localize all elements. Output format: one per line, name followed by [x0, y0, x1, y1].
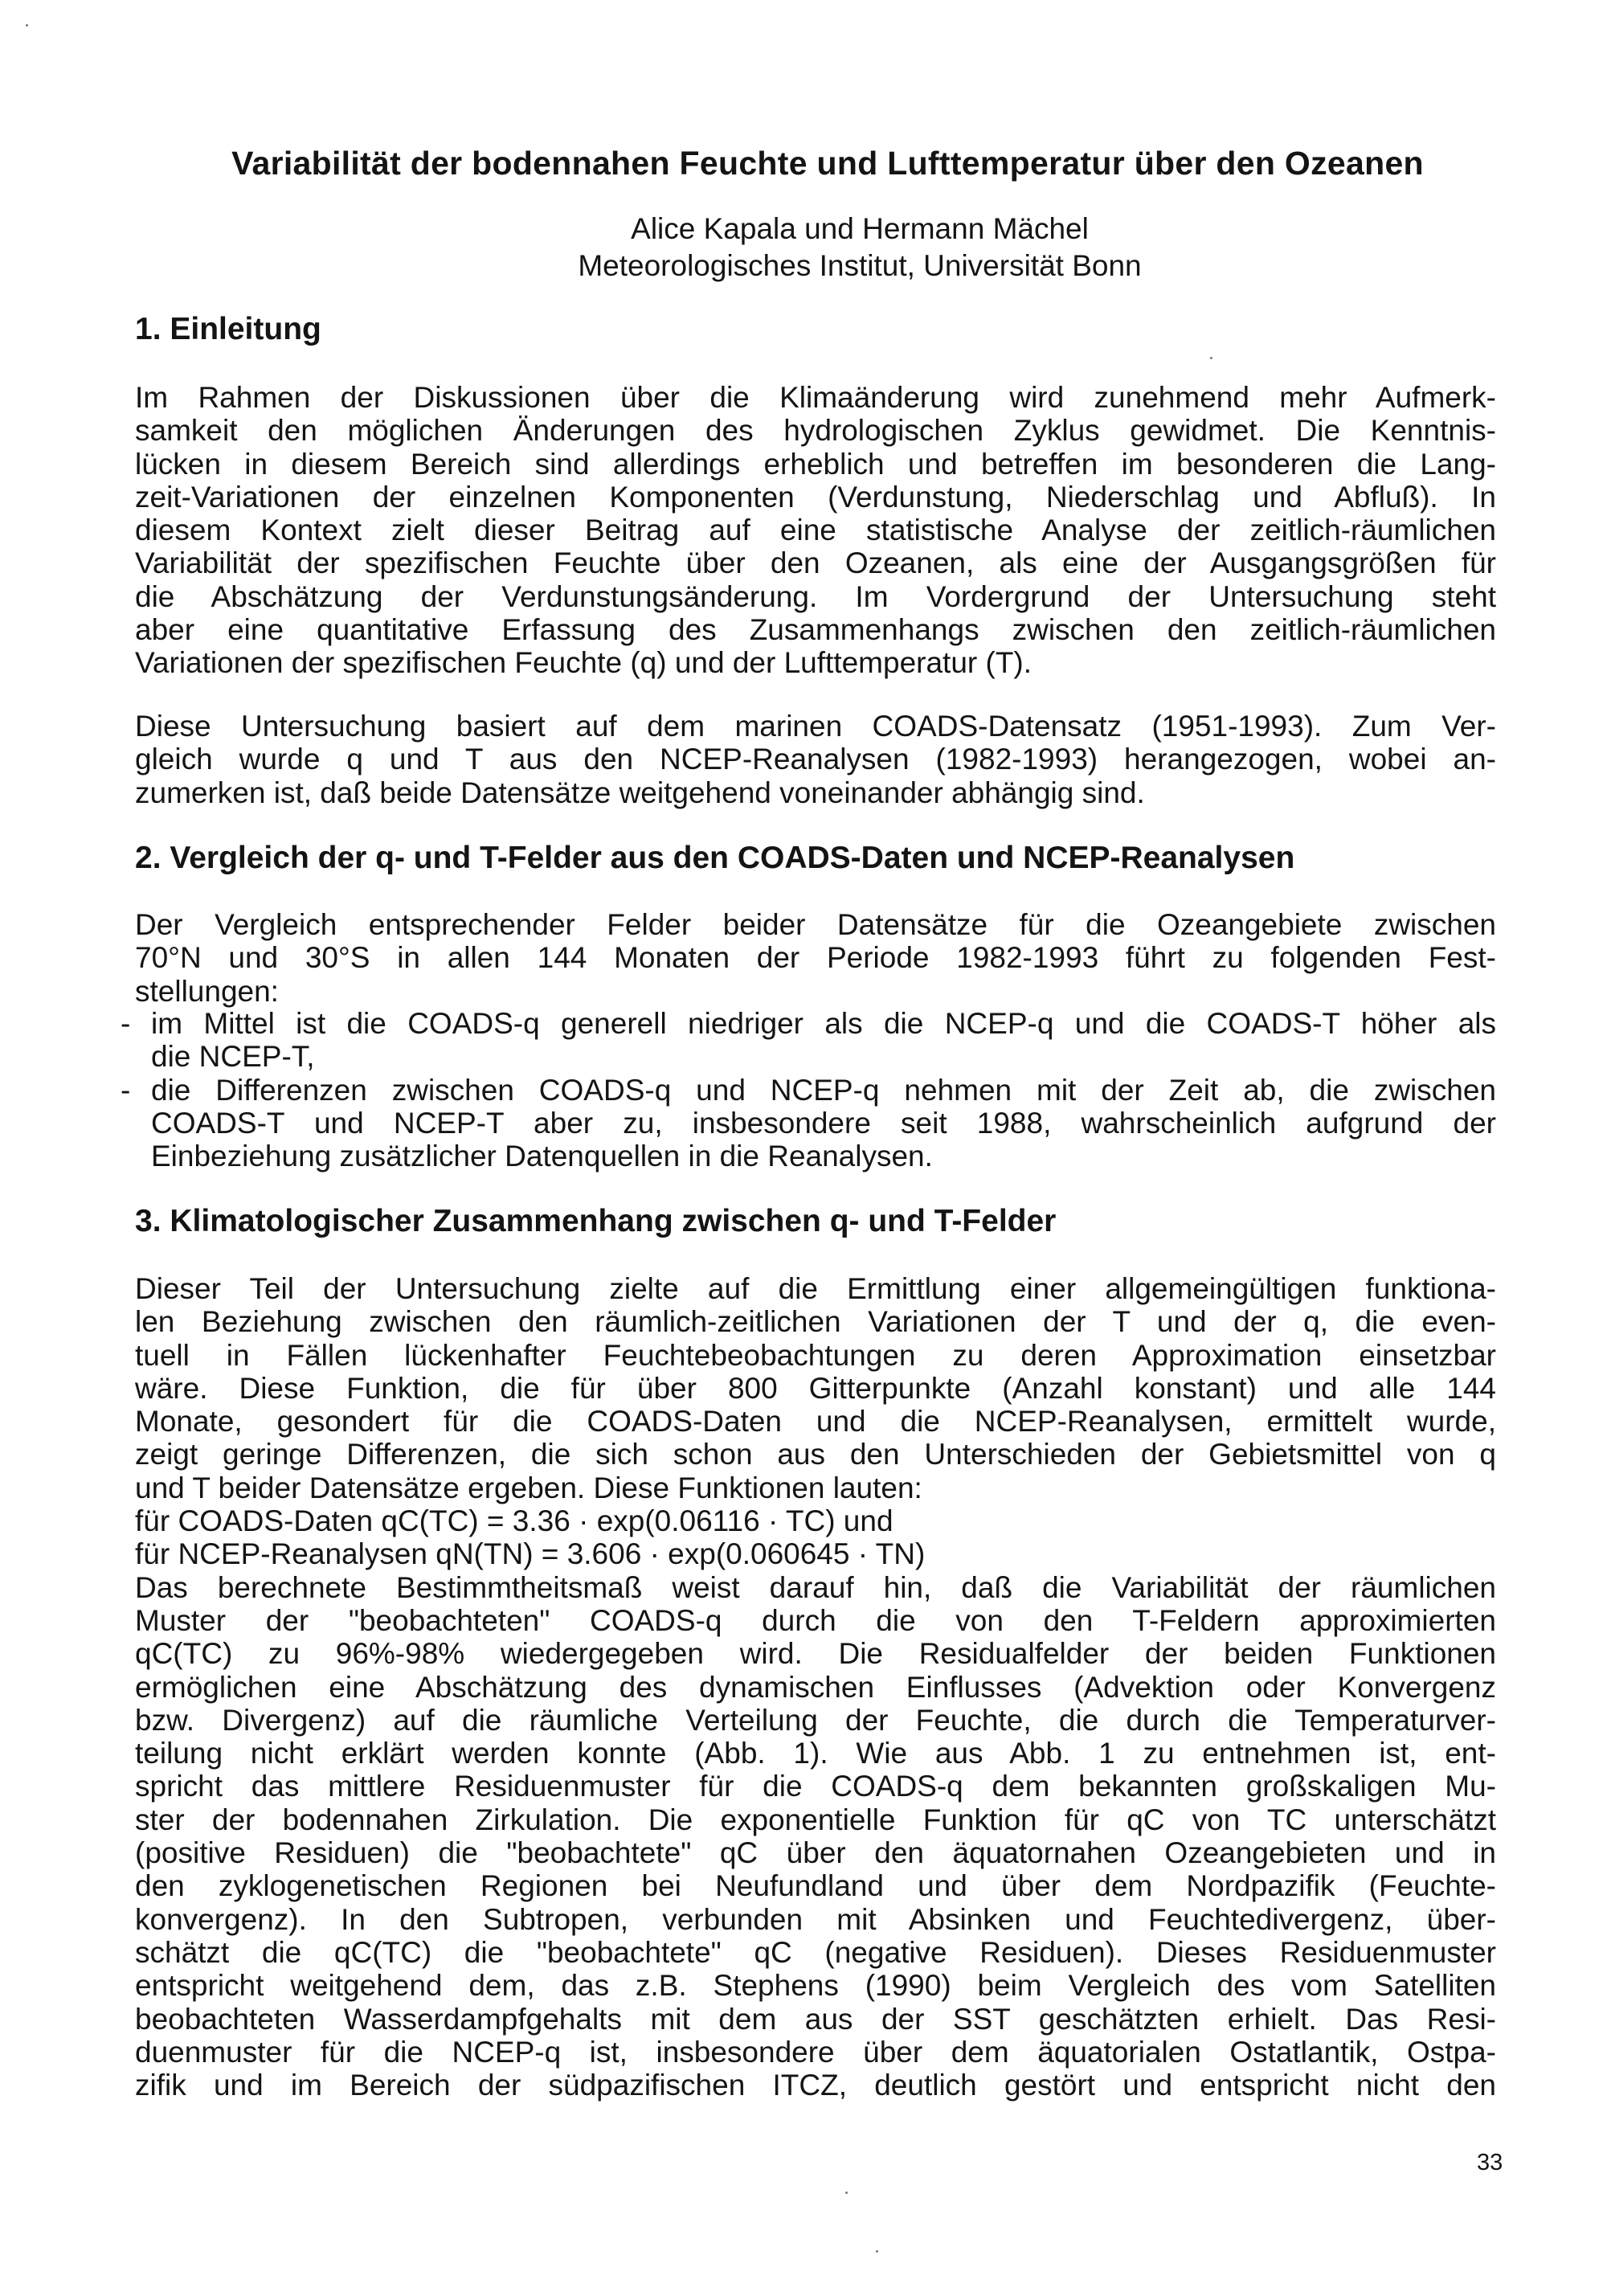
- text-line: tuell in Fällen lückenhafter Feuchtebeobachtungen zu deren Approximation einsetzbar: [135, 1338, 1496, 1372]
- text-line: Einbeziehung zusätzlicher Datenquellen in die Reanalysen.: [151, 1140, 933, 1173]
- paper-title: Variabilität der bodennahen Feuchte und Lufttemperatur über den Ozeanen: [231, 145, 1424, 182]
- text-line: bzw. Divergenz) auf die räumliche Verteilung der Feuchte, die durch die Temperaturver-: [135, 1703, 1496, 1737]
- text-line: entspricht weitgehend dem, das z.B. Stephens (1990) beim Vergleich des vom Satelliten: [135, 1969, 1496, 2003]
- author-affiliation: Meteorologisches Institut, Universität Bonn: [578, 249, 1142, 282]
- section-1-paragraph-1: [135, 381, 1496, 680]
- text-line: schätzt die qC(TC) die "beobachtete" qC (negative Residuen). Dieses Residuenmuster: [135, 1935, 1496, 1969]
- text-line: 70°N und 30°S in allen 144 Monaten der Periode 1982-1993 führt zu folgenden Fest-: [135, 941, 1496, 975]
- page-number: 33: [1477, 2150, 1503, 2175]
- text-line: Variabilität der spezifischen Feuchte über den Ozeanen, als eine der Ausgangsgrößen für: [135, 546, 1496, 580]
- text-line: den zyklogenetischen Regionen bei Neufundland und über dem Nordpazifik (Feuchte-: [135, 1869, 1496, 1903]
- text-line: im Mittel ist die COADS-q generell niedriger als die NCEP-q und die COADS-T höher als: [151, 1007, 1496, 1040]
- text-line: samkeit den möglichen Änderungen des hydrologischen Zyklus gewidmet. Die Kenntnis-: [135, 414, 1496, 448]
- bullet-dash: -: [121, 1073, 131, 1107]
- text-line: ermöglichen eine Abschätzung des dynamischen Einflusses (Advektion oder Konvergenz: [135, 1670, 1496, 1704]
- text-line: lücken in diesem Bereich sind allerdings erheblich und betreffen im besonderen die Lang-: [135, 447, 1496, 481]
- text-line: stellungen:: [135, 974, 279, 1008]
- author-names: Alice Kapala und Hermann Mächel: [631, 212, 1089, 245]
- text-line: qC(TC) zu 96%-98% wiedergegeben wird. Die Residualfelder der beiden Funktionen: [135, 1637, 1496, 1671]
- list-item: [121, 1074, 1496, 1173]
- section-2-bullet-list: [121, 1007, 1496, 1173]
- section-3-paragraph-1: [135, 1272, 1496, 2102]
- scan-speck: [26, 24, 28, 27]
- bullet-dash: -: [121, 1007, 131, 1040]
- scan-speck: [1210, 357, 1212, 359]
- text-line: die NCEP-T,: [151, 1040, 315, 1074]
- text-line: Der Vergleich entsprechender Felder beider Datensätze für die Ozeangebiete zwischen: [135, 908, 1496, 941]
- text-line: (positive Residuen) die "beobachtete" qC über den äquatornahen Ozeangebieten und in: [135, 1836, 1496, 1870]
- text-line: aber eine quantitative Erfassung des Zusammenhangs zwischen den zeitlich-räumlichen: [135, 613, 1496, 647]
- text-line: Das berechnete Bestimmtheitsmaß weist darauf hin, daß die Variabilität der räumlichen: [135, 1570, 1496, 1604]
- text-line: zeit-Variationen der einzelnen Komponenten (Verdunstung, Niederschlag und Abfluß). In: [135, 480, 1496, 514]
- text-line: zifik und im Bereich der südpazifischen ITCZ, deutlich gestört und entspricht nicht den: [135, 2069, 1496, 2102]
- text-line: COADS-T und NCEP-T aber zu, insbesondere seit 1988, wahrscheinlich aufgrund der: [151, 1106, 1496, 1140]
- section-1-paragraph-2: [135, 710, 1496, 809]
- text-line: zumerken ist, daß beide Datensätze weitgehend voneinander abhängig sind.: [135, 776, 1145, 809]
- scan-speck: [845, 2192, 848, 2194]
- text-line: teilung nicht erklärt werden konnte (Abb. 1). Wie aus Abb. 1 zu entnehmen ist, ent-: [135, 1737, 1496, 1770]
- text-line: spricht das mittlere Residuenmuster für die COADS-q dem bekannten großskaligen Mu-: [135, 1770, 1496, 1803]
- text-line: Im Rahmen der Diskussionen über die Klimaänderung wird zunehmend mehr Aufmerk-: [135, 381, 1496, 414]
- text-line: Monate, gesondert für die COADS-Daten und die NCEP-Reanalysen, ermittelt wurde,: [135, 1405, 1496, 1439]
- section-2-heading: 2. Vergleich der q- und T-Felder aus den COADS-Daten und NCEP-Reanalysen: [135, 841, 1295, 875]
- section-3-heading: 3. Klimatologischer Zusammenhang zwischen q- und T-Felder: [135, 1204, 1057, 1238]
- formula-coads: für COADS-Daten qC(TC) = 3.36 · exp(0.06116 · TC) und: [135, 1504, 893, 1538]
- section-2-paragraph-1: [135, 908, 1496, 1008]
- section-1-heading: 1. Einleitung: [135, 312, 321, 346]
- author-block: [418, 211, 1302, 284]
- text-line: Diese Untersuchung basiert auf dem marinen COADS-Datensatz (1951-1993). Zum Ver-: [135, 710, 1496, 743]
- text-line: len Beziehung zwischen den räumlich-zeitlichen Variationen der T und der q, die even-: [135, 1305, 1496, 1339]
- text-line: Muster der "beobachteten" COADS-q durch die von den T-Feldern approximierten: [135, 1603, 1496, 1637]
- text-line: und T beider Datensätze ergeben. Diese Funktionen lauten:: [135, 1471, 922, 1504]
- list-item: [121, 1007, 1496, 1074]
- text-line: ster der bodennahen Zirkulation. Die exponentielle Funktion für qC von TC unterschätzt: [135, 1803, 1496, 1836]
- text-line: beobachteten Wasserdampfgehalts mit dem aus der SST geschätzten erhielt. Das Resi-: [135, 2002, 1496, 2036]
- text-line: diesem Kontext zielt dieser Beitrag auf eine statistische Analyse der zeitlich-räumlichen: [135, 514, 1496, 547]
- scan-speck: [876, 2250, 878, 2253]
- text-line: die Differenzen zwischen COADS-q und NCEP-q nehmen mit der Zeit ab, die zwischen: [151, 1073, 1496, 1107]
- text-line: wäre. Diese Funktion, die für über 800 Gitterpunkte (Anzahl konstant) und alle 144: [135, 1371, 1496, 1405]
- text-line: Dieser Teil der Untersuchung zielte auf die Ermittlung einer allgemeingültigen funktiona-: [135, 1272, 1496, 1305]
- text-line: gleich wurde q und T aus den NCEP-Reanalysen (1982-1993) herangezogen, wobei an-: [135, 743, 1496, 776]
- formula-ncep: für NCEP-Reanalysen qN(TN) = 3.606 · exp(0.060645 · TN): [135, 1537, 926, 1571]
- text-line: die Abschätzung der Verdunstungsänderung. Im Vordergrund der Untersuchung steht: [135, 579, 1496, 613]
- text-line: Variationen der spezifischen Feuchte (q) und der Lufttemperatur (T).: [135, 646, 1032, 680]
- text-line: konvergenz). In den Subtropen, verbunden mit Absinken und Feuchtedivergenz, über-: [135, 1902, 1496, 1936]
- text-line: duenmuster für die NCEP-q ist, insbesondere über dem äquatorialen Ostatlantik, Ostpa-: [135, 2035, 1496, 2069]
- text-line: zeigt geringe Differenzen, die sich schon aus den Unterschieden der Gebietsmittel von q: [135, 1438, 1496, 1471]
